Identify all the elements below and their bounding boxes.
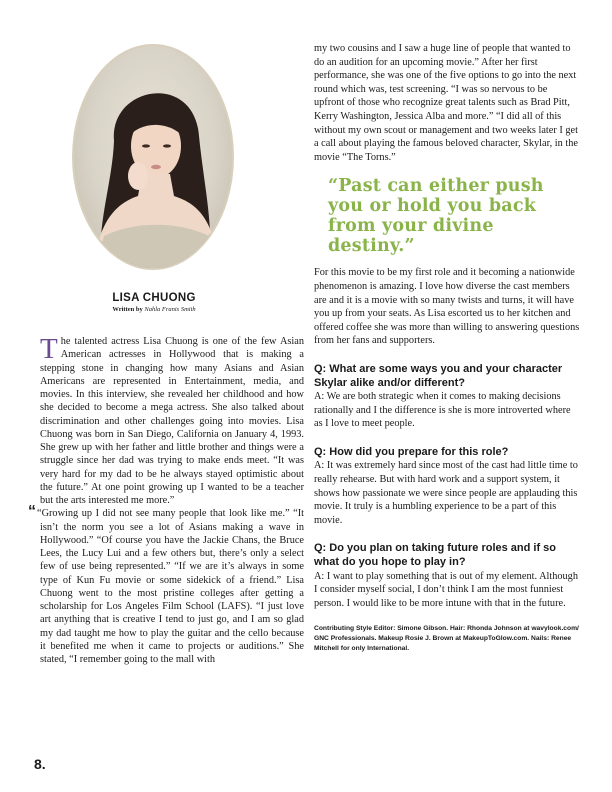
body-paragraph: [28, 503, 304, 666]
answer: A: It was extremely hard since most of the cast had little time to really rehearse. But with hard work and a support system, it shows how passionate we were since people are applauding this movie. It truly is a humbling experience to be a part of this movie.: [314, 460, 578, 526]
photo-credits: Contributing Style Editor: Simone Gibson. Hair: Rhonda Johnson at wavylook.com/ GNC Professionals. Makeup Rosie J. Brown at MakeupToGlow.com. Nails: Renee Mitchell for only International.: [314, 625, 579, 653]
page-number: 8.: [34, 756, 46, 772]
left-column: [28, 333, 304, 666]
right-column: [314, 42, 580, 654]
drop-cap: T: [40, 333, 58, 365]
answer: A: I want to play something that is out of my element. Although I consider myself social, I don’t think I am the most funniest person. I would like to be more intune with that in the future.: [314, 570, 578, 609]
byline-prefix: Written by: [112, 306, 143, 313]
byline-author: Nahla Franis Smith: [144, 306, 196, 313]
quote-mark-icon: “: [28, 503, 36, 521]
question: Q: What are some ways you and your character Skylar alike and/or different?: [314, 362, 563, 389]
answer: A: We are both strategic when it comes to making decisions rationally and I the difference is she is more introverted where as I love to meet people.: [314, 391, 571, 430]
transition-paragraph: For this movie to be my first role and it becoming a nationwide phenomenon is amazing. I love how diverse the cast members are and it is a movie with so many twists and turns, it will have you up from your seats. As Lisa escorted us to her kitchen and offered coffee she was more than willing to answering questions from her fans and supporters.: [314, 267, 580, 347]
body-text: “Growing up I did not see many people that look like me.” “It isn’t the norm you see a lot of Asians making a wave in Hollywood.” “Of course you have the Jackie Chans, the Bruce Lees, the Lucy Lui and a few others but, there’s only a select few of use being represented.” “If we are it’s always in some type of Kun Fu movie or some sidekick of a friend.” Lisa Chuong went to the most pristine colleges after getting a scholarship for Los Angeles Film School (LAFS). “I just love art anything that is creative I tend to just go, and I am so glad my dad taught me how to play the guitar and the cello because it benefited me when it came to projects or auditions.” She stated, “I remember going to the mall with: [37, 508, 304, 665]
question: Q: How did you prepare for this role?: [314, 445, 509, 458]
byline: [60, 306, 248, 313]
continued-paragraph: my two cousins and I saw a huge line of people that wanted to do an audition for an upcoming movie.” After her first performance, she was one of the five options to go into the next round which was, test screening. “I was so nervous to be upfront of those who recognize great talents such as Brad Pitt, Kerry Washington, Jessica Alba and more.” “I did all of this without my own scout or management and two weeks later I get a call about playing the famous beloved character, Skylar, in the movie “The Torns.”: [314, 43, 578, 163]
pull-quote: “Past can either push you or hold you back from your divine destiny.”: [328, 176, 544, 257]
portrait-photo: [72, 44, 234, 270]
question: Q: Do you plan on taking future roles and if so what do you hope to play in?: [314, 542, 557, 569]
portrait-illustration: [74, 46, 232, 268]
intro-paragraph: [40, 335, 304, 507]
intro-text: he talented actress Lisa Chuong is one of the few Asian American actresses in Hollywood that is making a stepping stone in changing how many Asians and Asian Americans are represented in Entertainment, media, and movies. In this interview, she revealed her childhood and how she decided to become a mega actress. She also talked about discrimination and other challenges going into movies. Lisa Chuong was born in San Diego, California on January 4, 1993. She grew up with her father and little brother and things were a struggle since her dad was trying to make ends meet. “It was very hard for my dad to be he always stayed optimistic about the future.” At one point growing up I wanted to be a teacher but the arts interested me more.”: [40, 336, 304, 506]
profile-name: LISA CHUONG: [112, 292, 196, 304]
